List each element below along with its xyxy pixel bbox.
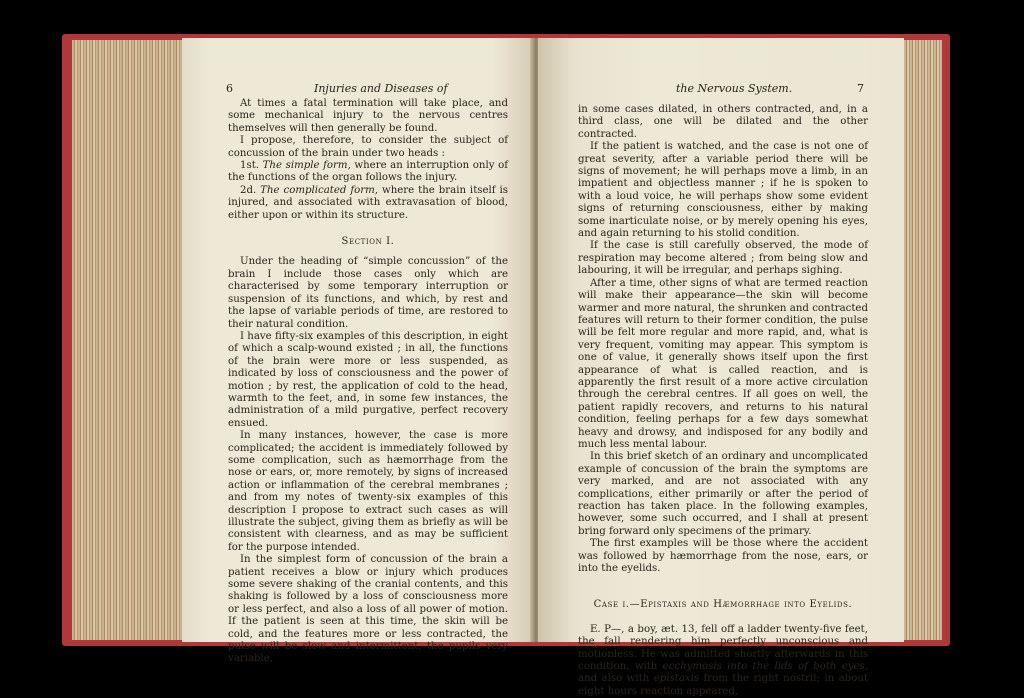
paragraph: Under the heading of “simple concussion” of the brain I include those cases only which are characterised by some temporary interruption or suspension of its functions, and which, by rest and the lapse of variable periods of time, are restored to their natural condition. (228, 256, 508, 330)
left-body (228, 98, 508, 666)
paragraph: E. P—, a boy, æt. 13, fell off a ladder twenty-five feet, the fall rendering him perfectly unconscious and motionless. He was admitted shortly afterwards in this condition, with ecchymosis into the lids of both eyes, and also with epistaxis from the right nostril; in about eight hours reaction appeared, (578, 623, 869, 697)
paragraph: In this brief sketch of an ordinary and uncomplicated example of concussion of the brain the symptoms are very marked, and are not associated with any complications, either primarily or after the period of reaction has taken place. In the following examples, however, some such occurred, and I shall at present bring forward only specimens of the primary. (578, 451, 868, 537)
paragraph: I have fifty-six examples of this description, in eight of which a scalp-wound existed ; in all, the functions of the brain were more or less suspended, as indicated by loss of consciousness and the power of motion ; by rest, the application of cold to the head, warmth to the feet, and, in some few instances, the administration of a mild purgative, perfect recovery ensued. (228, 330, 508, 429)
case-heading: Case i.—Epistaxis and Hæmorrhage into Eyelids. (593, 599, 853, 611)
paragraph: In the simplest form of concussion of the brain a patient receives a blow or injury which produces some severe shaking of the cranial contents, and this shaking is followed by a loss of consciousness more or less perfect, and also a loss of all power of motion. If the patient is seen at this time, the skin will be cold, and the features more or less contracted, the pulse will be slow and intermittent, the pupils very variable, (228, 554, 508, 665)
paragraph: in some cases dilated, in others contracted, and, in a third class, one will be dilated and the other contracted. (578, 104, 868, 140)
section-heading: Section I. (341, 236, 395, 248)
paragraph: If the patient is watched, and the case is not one of great severity, after a variable period there will be signs of movement; he will perhaps move a limb, in an impatient and objectless manner ; if he is spoken to with a loud voice, he will perhaps show some evident signs of returning consciousness, either by making some inarticulate noise, or by merely opening his eyes, and again returning to his stolid condition. (578, 141, 868, 240)
paragraph: I propose, therefore, to consider the subject of concussion of the brain under two heads : (228, 135, 508, 159)
paragraph: In many instances, however, the case is more complicated; the accident is immediately followed by some complication, such as hæmorrhage from the nose or ears, or, more remotely, by signs of increased action or inflammation of the cerebral membranes ; and from my notes of twenty-six examples of this description I propose to extract such cases as will illustrate the subject, giving them as briefly as will be consistent with clearness, and as may be sufficient for the purpose intended. (228, 430, 508, 553)
page-number-right: 7 (857, 82, 864, 95)
paragraph: At times a fatal termination will take place, and some mechanical injury to the nervous centres themselves will then generally be found. (228, 98, 508, 134)
page-edges-left (72, 40, 184, 640)
left-page (182, 38, 534, 665)
running-head-right: the Nervous System. (676, 82, 793, 95)
page-edges-right (904, 40, 942, 640)
running-head-left: Injuries and Diseases of (314, 82, 448, 95)
paragraph: The first examples will be those where the accident was followed by hæmorrhage from the nose, ears, or into the eyelids. (578, 538, 868, 575)
right-body (578, 104, 868, 698)
paragraph: 1st. The simple form, where an interruption only of the functions of the organ follows the injury. (228, 160, 508, 184)
page-number-left: 6 (226, 82, 233, 95)
paragraph: After a time, other signs of what are termed reaction will make their appearance—the skin will become warmer and more natural, the shrunken and contracted features will return to their former condition, the pulse will be felt more regular and more rapid, and, what is very frequent, vomiting may appear. This symptom is one of value, it generally shows itself upon the first appearance of what is called reaction, and is apparently the first result of a more active circulation through the cerebral centres. If all goes on well, the patient rapidly recovers, and returns to his natural condition, feeling perhaps for a few days somewhat heavy and drowsy, and indisposed for any bodily and much less mental labour. (578, 277, 868, 450)
paragraph: If the case is still carefully observed, the mode of respiration may become altered ; from being slow and labouring, it will be irregular, and perhaps sighing. (578, 240, 868, 277)
right-page (538, 38, 904, 697)
paragraph: 2d. The complicated form, where the brain itself is injured, and associated with extravasation of blood, either upon or within its structure. (228, 184, 508, 221)
